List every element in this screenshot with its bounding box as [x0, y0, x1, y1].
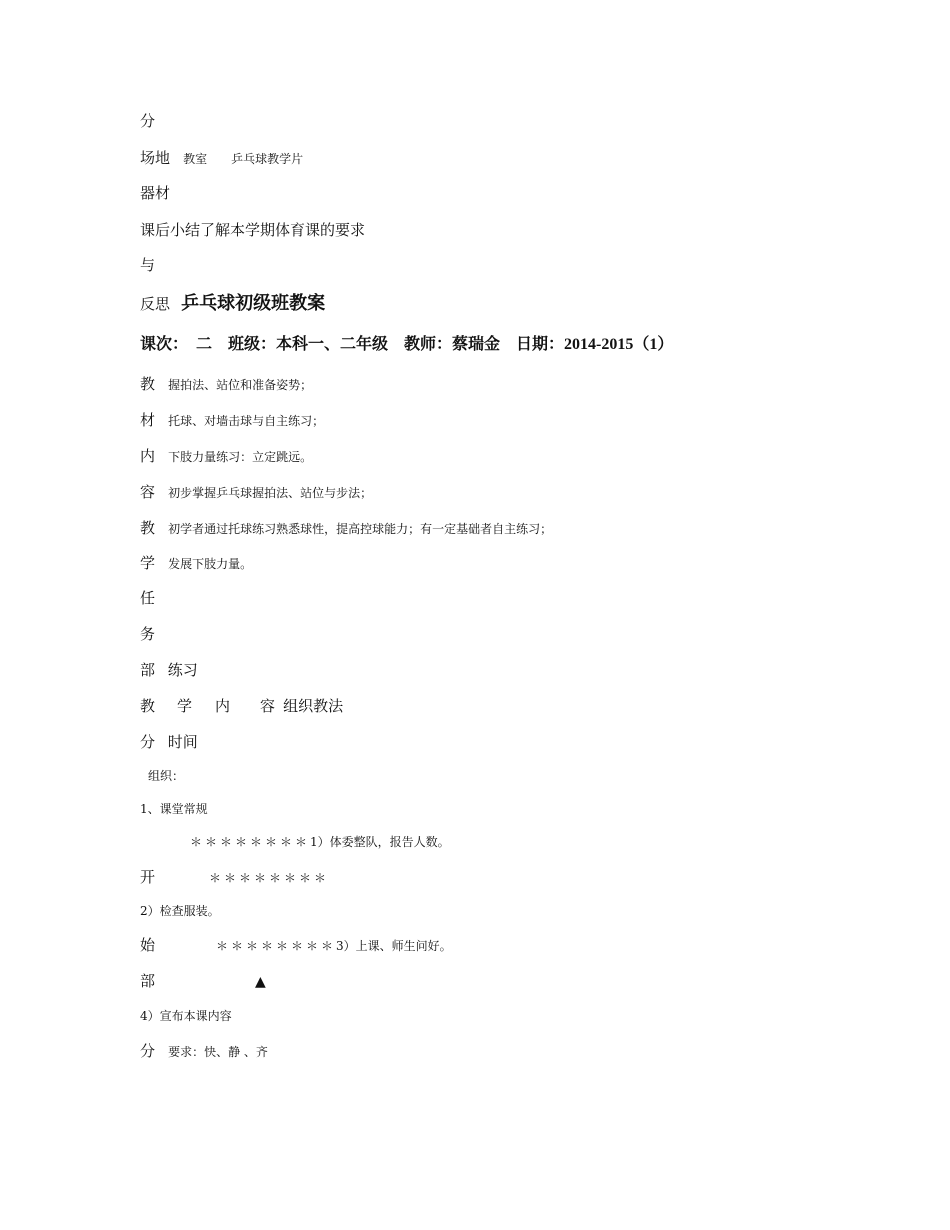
side-label-nei: 内: [140, 447, 156, 465]
side-label-fen-3: 分: [140, 1042, 156, 1060]
formation-stars-2-text: ＊＊＊＊＊＊＊＊: [209, 871, 330, 885]
reflection-label: 反思: [140, 295, 171, 313]
side-label-jiao: 教: [140, 375, 156, 393]
task-item-1: 初步掌握乒乓球握拍法、站位与步法；: [168, 486, 373, 500]
time-row: [140, 735, 198, 750]
section-label-fen: 分: [140, 112, 156, 130]
side-label-kai: 开: [140, 868, 156, 886]
header-xue: 学: [177, 697, 193, 715]
time-label: 时间: [167, 733, 198, 751]
task-row-2: [140, 520, 552, 536]
formation-row-1: [190, 836, 450, 848]
formation-stars-1: ＊＊＊＊＊＊＊＊: [190, 835, 311, 849]
header-organization: 组织教法: [283, 697, 344, 715]
side-label-rong: 容: [140, 483, 156, 501]
side-label-xue: 学: [140, 554, 156, 572]
material-row-3: [140, 448, 312, 464]
organization-label: 组织：: [148, 769, 185, 783]
requirement-text: 要求：快、静 、齐: [168, 1045, 268, 1059]
venue-items: 教室 乒乓球教学片: [183, 152, 304, 166]
side-label-bu-2: 部: [140, 972, 156, 990]
practice-row: [140, 663, 198, 678]
teacher-position-triangle-icon: ▲: [255, 974, 266, 990]
side-label-ren: 任: [140, 589, 156, 607]
material-item-1: 握拍法、站位和准备姿势；: [168, 378, 313, 392]
practice-label: 练习: [167, 661, 198, 679]
routine-title: 1、课堂常规: [140, 802, 208, 816]
venue-row: [140, 150, 303, 166]
side-label-wu: 务: [140, 625, 156, 643]
task-row-1: [140, 484, 372, 500]
course-info: 课次： 二 班级：本科一、二年级 教师：蔡瑞金 日期：2014-2015（1）: [140, 336, 674, 353]
requirement-row: [140, 1043, 268, 1059]
material-row-1: [140, 376, 312, 392]
venue-label: 场地: [140, 149, 171, 167]
material-row-2: [140, 412, 324, 428]
reflection-row: [140, 295, 325, 313]
formation-stars-3: ＊＊＊＊＊＊＊＊: [216, 939, 337, 953]
table-header-row: [140, 699, 343, 714]
side-label-fen-2: 分: [140, 733, 156, 751]
summary-text: 课后小结了解本学期体育课的要求: [140, 221, 366, 239]
header-jiao: 教: [140, 697, 156, 715]
task-item-2: 初学者通过托球练习熟悉球性，提高控球能力；有一定基础者自主练习；: [168, 522, 553, 536]
material-item-3: 下肢力量练习：立定跳远。: [168, 450, 313, 464]
equipment-label: 器材: [140, 184, 171, 202]
material-item-2: 托球、对墙击球与自主练习；: [168, 414, 325, 428]
routine-step-4: 4）宣布本课内容: [140, 1009, 232, 1023]
header-nei: 内: [215, 697, 231, 715]
label-yu: 与: [140, 256, 156, 274]
side-label-jiao-2: 教: [140, 519, 156, 537]
task-item-3: 发展下肢力量。: [168, 557, 253, 571]
side-label-cai: 材: [140, 411, 156, 429]
side-label-shi: 始: [140, 936, 156, 954]
task-row-3: [140, 555, 252, 571]
header-rong: 容: [260, 697, 276, 715]
formation-stars-2: [209, 872, 329, 884]
plan-title: 乒乓球初级班教案: [181, 293, 326, 314]
formation-row-3: [216, 940, 452, 952]
routine-step-3: 3）上课、师生问好。: [336, 939, 452, 953]
routine-step-1: 1）体委整队，报告人数。: [310, 835, 450, 849]
routine-step-2: 2）检查服装。: [140, 904, 220, 918]
side-label-bu: 部: [140, 661, 156, 679]
